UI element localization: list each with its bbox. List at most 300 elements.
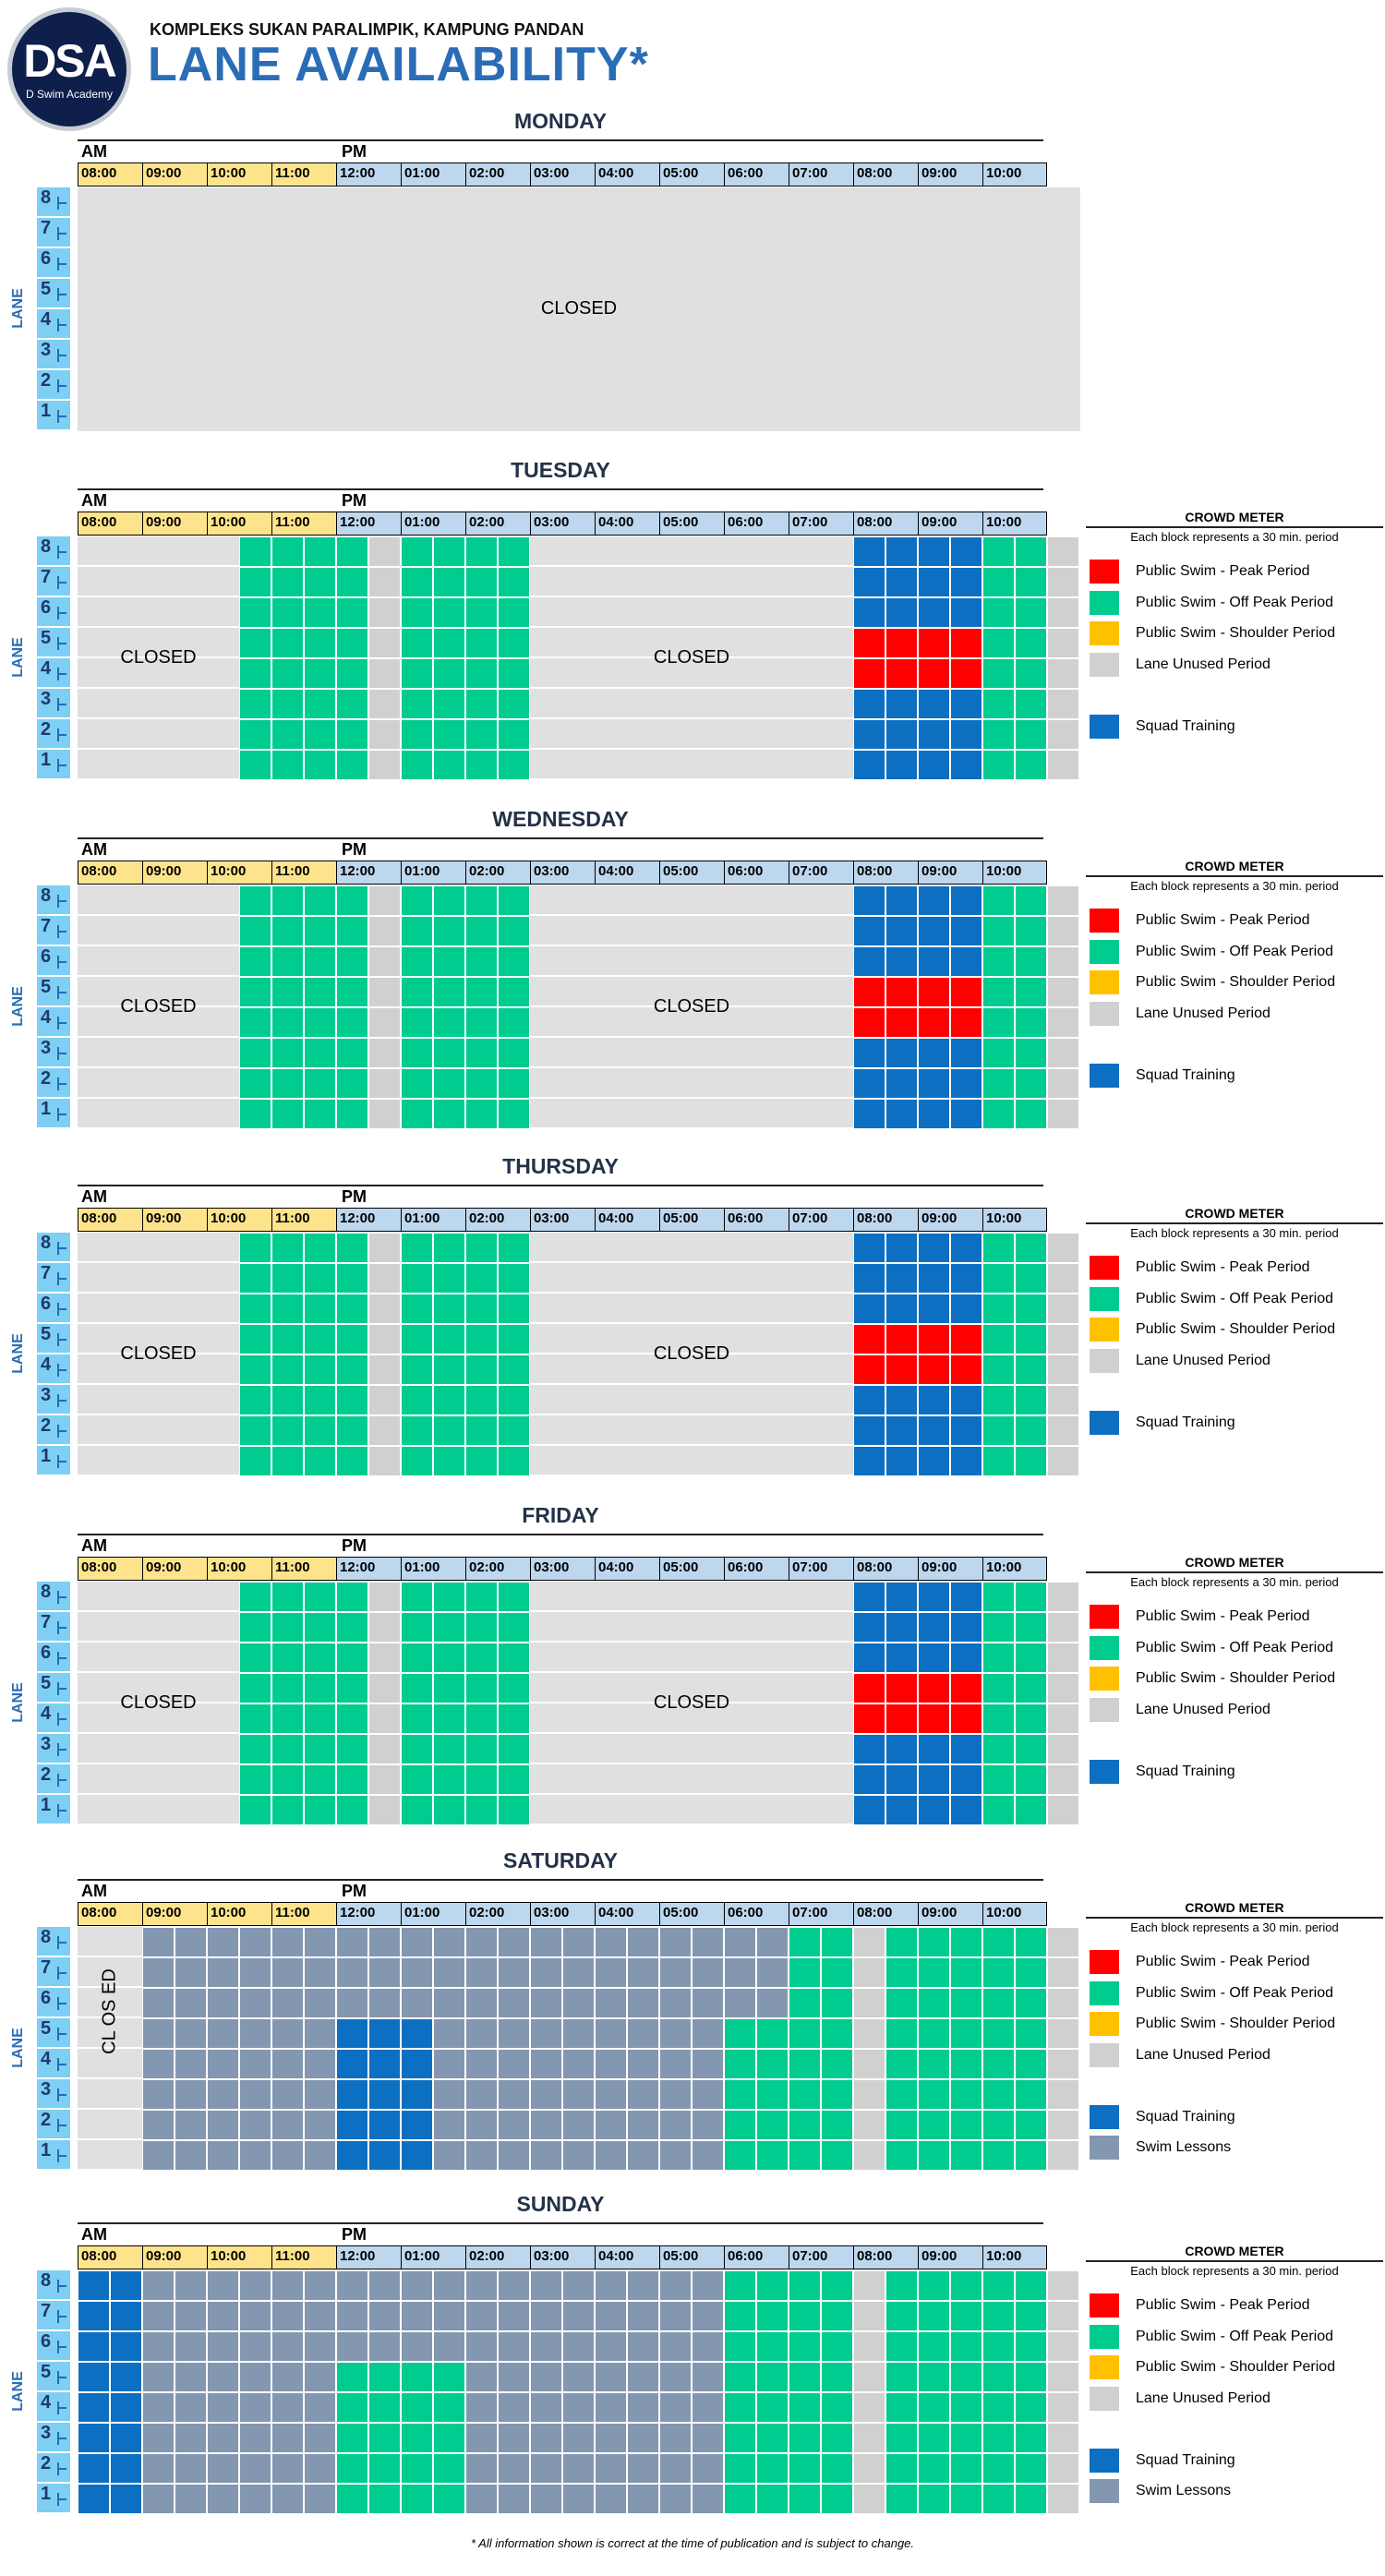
slot-cell	[982, 1233, 1015, 1263]
slot-cell	[918, 2049, 950, 2079]
slot-cell	[433, 597, 465, 628]
time-slot-1000-14: 10:00	[982, 1902, 1047, 1926]
slot-cell	[821, 750, 853, 780]
slot-cell	[789, 1038, 821, 1068]
slot-cell	[336, 1446, 368, 1476]
venue-name: KOMPLEKS SUKAN PARALIMPIK, KAMPUNG PANDAN	[150, 20, 584, 39]
slot-cell	[562, 597, 595, 628]
slot-cell	[271, 2453, 304, 2484]
slot-cell	[595, 1068, 627, 1099]
slot-cell	[918, 1068, 950, 1099]
time-slot-0200-6: 02:00	[465, 163, 530, 187]
slot-cell	[853, 1643, 885, 1673]
slot-cell	[692, 2453, 724, 2484]
lane-number: 2	[41, 370, 52, 391]
slot-cell	[982, 1643, 1015, 1673]
slot-cell	[336, 1734, 368, 1764]
slot-cell	[368, 1957, 401, 1988]
slot-cell	[756, 1263, 789, 1294]
slot-cell	[756, 2362, 789, 2392]
slot-cell	[401, 689, 433, 719]
slot-cell	[756, 946, 789, 977]
slot-cell	[530, 1734, 562, 1764]
slot-cell	[336, 1354, 368, 1385]
slot-cell	[627, 1612, 659, 1643]
slot-cell	[336, 1673, 368, 1703]
slot-cell	[627, 1734, 659, 1764]
lane-rope-line	[57, 1718, 66, 1720]
slot-cell	[368, 628, 401, 658]
slot-cell	[304, 1415, 336, 1446]
slot-cell	[271, 1612, 304, 1643]
slot-cell	[433, 1734, 465, 1764]
slot-cell	[239, 2423, 271, 2453]
legend-label-peak: Public Swim - Peak Period	[1136, 1259, 1310, 1275]
slot-cell	[918, 1446, 950, 1476]
time-slot-0400-8: 04:00	[595, 512, 659, 536]
slot-cell	[336, 2270, 368, 2301]
time-slot-1000-2: 10:00	[207, 1557, 271, 1581]
slot-cell	[918, 1673, 950, 1703]
slot-cell	[336, 2484, 368, 2514]
lane-rope-line	[57, 2316, 66, 2317]
lane-number: 5	[41, 2362, 52, 2382]
slot-cell	[950, 1233, 982, 1263]
slot-cell	[271, 1263, 304, 1294]
slot-cell	[595, 536, 627, 567]
slot-cell	[207, 2140, 239, 2171]
slot-cell	[368, 1734, 401, 1764]
lane-rope-line	[57, 673, 66, 675]
crowd-meter-subtitle: Each block represents a 30 min. period	[1130, 2264, 1339, 2278]
slot-cell	[368, 2270, 401, 2301]
slot-cell	[1047, 1612, 1079, 1643]
slot-cell	[789, 1927, 821, 1957]
slot-cell	[982, 628, 1015, 658]
slot-cell	[789, 2270, 821, 2301]
slot-cell	[175, 2453, 207, 2484]
legend-label-shoulder: Public Swim - Shoulder Period	[1136, 1321, 1336, 1337]
slot-cell	[530, 2140, 562, 2171]
lane-marker-6	[37, 1294, 70, 1324]
slot-cell	[1047, 1354, 1079, 1385]
slot-cell	[950, 2049, 982, 2079]
slot-cell	[627, 1795, 659, 1825]
slot-cell	[982, 1988, 1015, 2018]
slot-cell	[789, 1099, 821, 1129]
slot-cell	[982, 1927, 1015, 1957]
slot-cell	[853, 2392, 885, 2423]
slot-cell	[433, 1957, 465, 1988]
slot-cell	[821, 1099, 853, 1129]
closed-label: CLOSED	[653, 996, 730, 1017]
slot-cell	[530, 1643, 562, 1673]
slot-cell	[918, 719, 950, 750]
lane-marker-3	[37, 1385, 70, 1415]
slot-cell	[724, 2453, 756, 2484]
legend-label-unused: Lane Unused Period	[1136, 1701, 1271, 1717]
slot-cell	[110, 719, 142, 750]
slot-cell	[950, 689, 982, 719]
slot-cell	[789, 1612, 821, 1643]
slot-cell	[692, 1038, 724, 1068]
slot-cell	[950, 567, 982, 597]
slot-cell	[304, 1354, 336, 1385]
slot-cell	[982, 1673, 1015, 1703]
lane-number: 4	[41, 2392, 52, 2413]
slot-cell	[142, 2484, 175, 2514]
slot-cell	[78, 1764, 110, 1795]
slot-cell	[498, 1988, 530, 2018]
slot-cell	[239, 1294, 271, 1324]
slot-cell	[982, 2018, 1015, 2049]
slot-cell	[271, 977, 304, 1007]
slot-cell	[433, 1703, 465, 1734]
slot-cell	[1047, 916, 1079, 946]
slot-cell	[271, 2362, 304, 2392]
slot-cell	[724, 1988, 756, 2018]
slot-cell	[853, 1294, 885, 1324]
legend-label-off-peak: Public Swim - Off Peak Period	[1136, 943, 1334, 959]
slot-cell	[659, 1294, 692, 1324]
slot-cell	[498, 536, 530, 567]
slot-cell	[465, 1764, 498, 1795]
day-title-rule	[78, 837, 1043, 839]
slot-cell	[401, 2453, 433, 2484]
slot-cell	[756, 1764, 789, 1795]
slot-cell	[110, 1038, 142, 1068]
slot-cell	[207, 946, 239, 977]
slot-cell	[659, 719, 692, 750]
slot-cell	[918, 2140, 950, 2171]
slot-cell	[239, 946, 271, 977]
slot-cell	[853, 2423, 885, 2453]
slot-cell	[207, 2301, 239, 2331]
slot-cell	[401, 658, 433, 689]
slot-cell	[853, 1927, 885, 1957]
slot-cell	[950, 2331, 982, 2362]
closed-label: CLOSED	[120, 647, 197, 668]
slot-cell	[110, 2392, 142, 2423]
slot-cell	[401, 1795, 433, 1825]
closed-label: CLOSED	[653, 1692, 730, 1713]
slot-cell	[336, 2301, 368, 2331]
slot-cell	[304, 1582, 336, 1612]
slot-cell	[110, 1643, 142, 1673]
slot-cell	[595, 719, 627, 750]
slot-cell	[368, 2049, 401, 2079]
slot-cell	[271, 567, 304, 597]
slot-cell	[336, 536, 368, 567]
slot-cell	[498, 689, 530, 719]
slot-cell	[982, 2392, 1015, 2423]
slot-cell	[918, 2392, 950, 2423]
slot-cell	[401, 1764, 433, 1795]
slot-cell	[1047, 2079, 1079, 2110]
slot-cell	[239, 597, 271, 628]
slot-cell	[562, 1068, 595, 1099]
slot-cell	[498, 1734, 530, 1764]
slot-cell	[1047, 977, 1079, 1007]
lane-number: 1	[41, 1446, 52, 1466]
slot-cell	[982, 2362, 1015, 2392]
slot-cell	[659, 1415, 692, 1446]
slot-cell	[78, 1294, 110, 1324]
time-slot-0900-1: 09:00	[142, 2245, 207, 2269]
slot-cell	[1047, 719, 1079, 750]
slot-cell	[207, 1988, 239, 2018]
slot-cell	[433, 1099, 465, 1129]
slot-cell	[724, 1612, 756, 1643]
slot-cell	[982, 2484, 1015, 2514]
slot-cell	[1015, 2362, 1047, 2392]
slot-cell	[142, 750, 175, 780]
slot-cell	[175, 1038, 207, 1068]
slot-cell	[207, 1099, 239, 1129]
day-title-sunday: SUNDAY	[516, 2192, 605, 2216]
slot-cell	[918, 1703, 950, 1734]
slot-cell	[885, 1415, 918, 1446]
lane-rope-line	[57, 263, 66, 265]
slot-cell	[207, 2331, 239, 2362]
slot-cell	[885, 977, 918, 1007]
slot-cell	[627, 2049, 659, 2079]
slot-cell	[853, 2049, 885, 2079]
slot-cell	[401, 1354, 433, 1385]
slot-cell	[821, 2484, 853, 2514]
slot-cell	[692, 916, 724, 946]
slot-cell	[659, 2301, 692, 2331]
slot-cell	[336, 2049, 368, 2079]
slot-cell	[659, 1099, 692, 1129]
slot-cell	[562, 1233, 595, 1263]
slot-cell	[336, 1385, 368, 1415]
time-slot-0500-9: 05:00	[659, 1208, 724, 1232]
slot-cell	[110, 1612, 142, 1643]
time-slot-1100-3: 11:00	[271, 512, 336, 536]
slot-cell	[175, 750, 207, 780]
slot-cell	[498, 658, 530, 689]
slot-cell	[918, 1927, 950, 1957]
slot-cell	[789, 1643, 821, 1673]
time-slot-0600-10: 06:00	[724, 861, 789, 885]
slot-cell	[918, 536, 950, 567]
pm-label: PM	[342, 2225, 367, 2244]
lane-number: 1	[41, 1795, 52, 1815]
slot-cell	[304, 2331, 336, 2362]
crowd-meter-rule	[1086, 1222, 1383, 1224]
slot-cell	[1047, 1703, 1079, 1734]
time-slot-1200-4: 12:00	[336, 861, 401, 885]
slot-cell	[78, 1099, 110, 1129]
slot-cell	[982, 1099, 1015, 1129]
slot-cell	[78, 1734, 110, 1764]
slot-cell	[498, 1582, 530, 1612]
slot-cell	[498, 628, 530, 658]
slot-cell	[885, 1927, 918, 1957]
slot-cell	[918, 1324, 950, 1354]
slot-cell	[853, 1764, 885, 1795]
slot-cell	[950, 1957, 982, 1988]
slot-cell	[1015, 1988, 1047, 2018]
slot-cell	[724, 1957, 756, 1988]
slot-cell	[756, 2301, 789, 2331]
legend-swatch-shoulder	[1090, 970, 1119, 994]
time-slot-0700-11: 07:00	[789, 1557, 853, 1581]
slot-cell	[530, 946, 562, 977]
lane-number: 4	[41, 2049, 52, 2069]
slot-cell	[821, 2049, 853, 2079]
slot-cell	[853, 628, 885, 658]
slot-cell	[789, 689, 821, 719]
slot-cell	[627, 1068, 659, 1099]
slot-cell	[724, 2018, 756, 2049]
slot-cell	[433, 1354, 465, 1385]
slot-cell	[627, 2331, 659, 2362]
slot-cell	[110, 1415, 142, 1446]
slot-cell	[142, 1612, 175, 1643]
lane-number: 1	[41, 2140, 52, 2161]
slot-cell	[756, 2049, 789, 2079]
slot-cell	[207, 1795, 239, 1825]
slot-cell	[724, 1294, 756, 1324]
slot-cell	[498, 2453, 530, 2484]
slot-cell	[78, 2079, 110, 2110]
slot-cell	[207, 2362, 239, 2392]
time-slot-1200-4: 12:00	[336, 2245, 401, 2269]
slot-cell	[1015, 1582, 1047, 1612]
slot-cell	[78, 946, 110, 977]
crowd-meter-subtitle: Each block represents a 30 min. period	[1130, 530, 1339, 544]
time-slot-0700-11: 07:00	[789, 1902, 853, 1926]
lane-marker-5	[37, 977, 70, 1007]
lane-rope-line	[57, 2468, 66, 2470]
legend-swatch-peak	[1090, 1605, 1119, 1629]
slot-cell	[1047, 536, 1079, 567]
time-slot-0900-1: 09:00	[142, 163, 207, 187]
slot-cell	[1015, 628, 1047, 658]
slot-cell	[1015, 1643, 1047, 1673]
legend-swatch-unused	[1090, 2043, 1119, 2067]
slot-cell	[1015, 1068, 1047, 1099]
slot-cell	[692, 2049, 724, 2079]
legend-swatch-peak	[1090, 560, 1119, 584]
slot-cell	[142, 719, 175, 750]
slot-cell	[271, 916, 304, 946]
lane-number: 6	[41, 1988, 52, 2008]
slot-cell	[789, 536, 821, 567]
slot-cell	[853, 1007, 885, 1038]
slot-cell	[821, 2392, 853, 2423]
lane-rope-line	[57, 294, 66, 295]
time-slot-0600-10: 06:00	[724, 163, 789, 187]
slot-cell	[918, 1099, 950, 1129]
slot-cell	[950, 2301, 982, 2331]
slot-cell	[304, 1612, 336, 1643]
slot-cell	[789, 2049, 821, 2079]
slot-cell	[175, 2049, 207, 2079]
slot-cell	[789, 885, 821, 916]
crowd-meter-subtitle: Each block represents a 30 min. period	[1130, 879, 1339, 893]
slot-cell	[627, 2110, 659, 2140]
slot-cell	[110, 916, 142, 946]
slot-cell	[627, 2140, 659, 2171]
slot-cell	[368, 1643, 401, 1673]
slot-cell	[142, 885, 175, 916]
slot-cell	[659, 1957, 692, 1988]
slot-cell	[692, 2270, 724, 2301]
slot-cell	[756, 1582, 789, 1612]
legend-label-shoulder: Public Swim - Shoulder Period	[1136, 1670, 1336, 1686]
slot-cell	[530, 2301, 562, 2331]
slot-cell	[401, 1068, 433, 1099]
slot-cell	[110, 2270, 142, 2301]
slot-cell	[304, 2484, 336, 2514]
slot-cell	[789, 1415, 821, 1446]
slot-cell	[433, 1988, 465, 2018]
slot-cell	[401, 2484, 433, 2514]
slot-cell	[627, 2362, 659, 2392]
slot-cell	[918, 1385, 950, 1415]
slot-cell	[562, 1446, 595, 1476]
slot-cell	[821, 1764, 853, 1795]
slot-cell	[239, 977, 271, 1007]
legend-swatch-squad	[1090, 1760, 1119, 1784]
slot-cell	[142, 1099, 175, 1129]
slot-cell	[982, 2453, 1015, 2484]
slot-cell	[498, 2331, 530, 2362]
slot-cell	[853, 2270, 885, 2301]
day-title-rule	[78, 1534, 1043, 1535]
slot-cell	[368, 1764, 401, 1795]
slot-cell	[918, 658, 950, 689]
slot-cell	[950, 2484, 982, 2514]
slot-cell	[1047, 689, 1079, 719]
slot-cell	[465, 2484, 498, 2514]
slot-cell	[239, 2079, 271, 2110]
slot-cell	[239, 1233, 271, 1263]
lane-marker-6	[37, 1988, 70, 2018]
slot-cell	[821, 1734, 853, 1764]
slot-cell	[821, 719, 853, 750]
slot-cell	[433, 2140, 465, 2171]
slot-cell	[401, 597, 433, 628]
slot-cell	[1047, 2270, 1079, 2301]
slot-cell	[239, 2453, 271, 2484]
slot-cell	[433, 1582, 465, 1612]
slot-cell	[595, 2270, 627, 2301]
slot-cell	[530, 2453, 562, 2484]
day-title-thursday: THURSDAY	[502, 1154, 619, 1178]
slot-cell	[465, 1294, 498, 1324]
slot-cell	[982, 2079, 1015, 2110]
slot-cell	[724, 597, 756, 628]
slot-cell	[595, 1988, 627, 2018]
slot-cell	[336, 1068, 368, 1099]
slot-cell	[1015, 2270, 1047, 2301]
slot-cell	[304, 1703, 336, 1734]
slot-cell	[982, 1957, 1015, 1988]
slot-cell	[950, 2423, 982, 2453]
slot-cell	[271, 2331, 304, 2362]
slot-cell	[530, 2362, 562, 2392]
slot-cell	[142, 567, 175, 597]
slot-cell	[1015, 1927, 1047, 1957]
slot-cell	[692, 1068, 724, 1099]
slot-cell	[465, 2453, 498, 2484]
slot-cell	[692, 750, 724, 780]
lane-number: 7	[41, 1612, 52, 1632]
